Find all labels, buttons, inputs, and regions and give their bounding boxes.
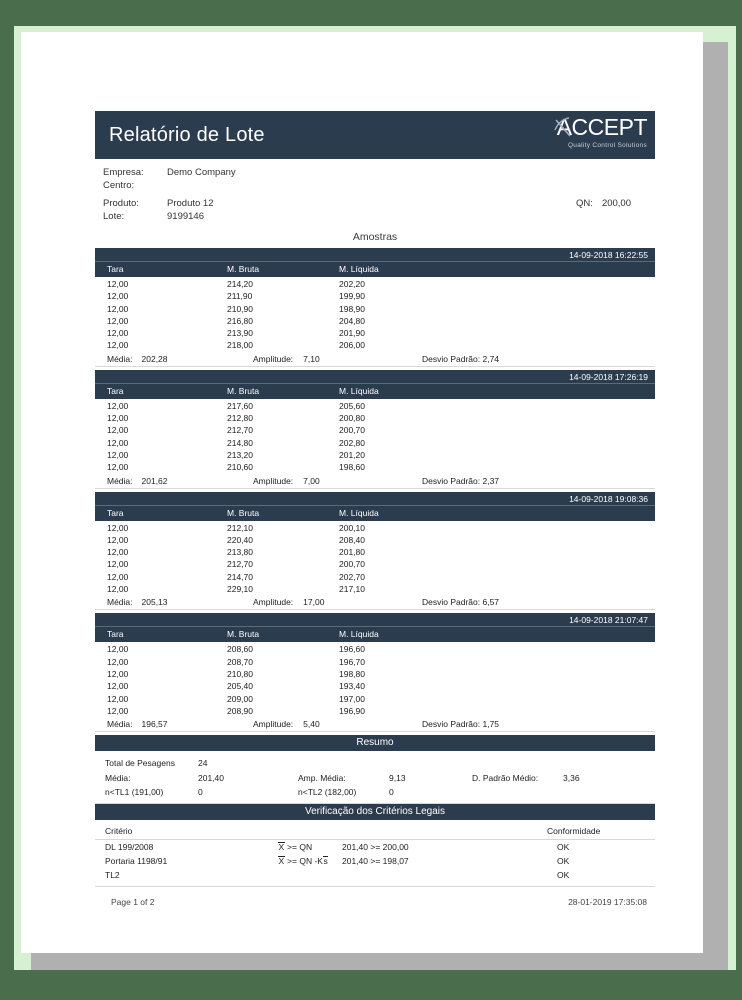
cell-bruta: 210,80 bbox=[227, 668, 253, 679]
sample-amplitude bbox=[253, 717, 320, 732]
qn-label: QN: bbox=[576, 198, 593, 209]
table-row bbox=[95, 339, 655, 351]
sample-statistics bbox=[95, 595, 655, 610]
resumo-row-medias bbox=[95, 771, 655, 786]
desvio-medio-label: D. Padrão Médio: bbox=[472, 772, 539, 783]
tl2-label: n<TL2 (182,00) bbox=[298, 787, 357, 798]
cell-liquida: 206,00 bbox=[339, 340, 365, 351]
criteria-formula bbox=[278, 840, 312, 854]
sample-amplitude-value: 7,10 bbox=[303, 353, 320, 364]
cell-liquida: 217,10 bbox=[339, 584, 365, 595]
sample-media-value: 205,13 bbox=[141, 597, 168, 608]
cell-tara: 12,00 bbox=[107, 534, 129, 545]
cell-liquida: 196,70 bbox=[339, 656, 365, 667]
total-pesagens-label: Total de Pesagens bbox=[105, 758, 175, 769]
produto-label: Produto: bbox=[103, 198, 139, 209]
table-row bbox=[95, 327, 655, 339]
sample-media-value: 201,62 bbox=[141, 475, 168, 486]
sample-table bbox=[95, 613, 655, 732]
criteria-band: Verificação dos Critérios Legais bbox=[95, 804, 655, 820]
sample-amplitude bbox=[253, 352, 320, 367]
report-meta bbox=[95, 159, 655, 223]
cell-bruta: 214,20 bbox=[227, 279, 253, 289]
table-row bbox=[95, 412, 655, 424]
criteria-evaluation: 201,40 >= 200,00 bbox=[342, 841, 409, 852]
cell-tara: 12,00 bbox=[107, 681, 129, 692]
cell-bruta: 212,80 bbox=[227, 413, 253, 424]
cell-bruta: 213,20 bbox=[227, 449, 253, 460]
cell-liquida: 201,80 bbox=[339, 547, 365, 558]
sample-media-label: Média: bbox=[107, 353, 133, 364]
cell-liquida: 204,80 bbox=[339, 315, 365, 326]
resumo-body bbox=[95, 751, 655, 804]
cell-tara: 12,00 bbox=[107, 656, 129, 667]
cell-bruta: 205,40 bbox=[227, 681, 253, 692]
tl2-value: 0 bbox=[389, 787, 394, 798]
cell-tara: 12,00 bbox=[107, 705, 129, 716]
desvio-medio-value: 3,36 bbox=[563, 772, 580, 783]
table-row bbox=[95, 290, 655, 302]
sample-timestamp: 14-09-2018 19:08:36 bbox=[95, 492, 655, 506]
col-bruta-label: M. Bruta bbox=[227, 507, 260, 518]
sample-desvio: Desvio Padrão: 6,57 bbox=[422, 597, 500, 608]
table-row bbox=[95, 278, 655, 290]
page-number: Page 1 of 2 bbox=[111, 896, 155, 907]
table-row bbox=[95, 643, 655, 655]
table-row bbox=[95, 461, 655, 473]
produto-value: Produto 12 bbox=[167, 198, 214, 209]
table-row bbox=[95, 437, 655, 449]
cell-bruta: 208,90 bbox=[227, 705, 253, 716]
cell-tara: 12,00 bbox=[107, 668, 129, 679]
criteria-divider bbox=[95, 886, 655, 887]
sample-rows bbox=[95, 399, 655, 474]
cell-liquida: 201,20 bbox=[339, 449, 365, 460]
sample-column-headers bbox=[95, 506, 655, 521]
criterio-column-label: Critério bbox=[105, 825, 133, 836]
cell-liquida: 198,90 bbox=[339, 303, 365, 314]
samples-list bbox=[95, 248, 655, 732]
resumo-media-label: Média: bbox=[105, 772, 131, 783]
logo-wordmark: ACCEPT bbox=[556, 114, 647, 140]
cell-liquida: 202,20 bbox=[339, 279, 365, 289]
sample-media-label: Média: bbox=[107, 475, 133, 486]
criteria-result: OK bbox=[557, 855, 570, 866]
cell-bruta: 214,80 bbox=[227, 437, 253, 448]
sample-amplitude-value: 5,40 bbox=[303, 719, 320, 730]
generated-timestamp: 28-01-2019 17:35:08 bbox=[568, 896, 647, 907]
col-liquida-label: M. Líquida bbox=[339, 264, 379, 274]
sample-rows bbox=[95, 642, 655, 717]
cell-bruta: 208,70 bbox=[227, 656, 253, 667]
sample-media bbox=[107, 717, 168, 732]
sample-desvio: Desvio Padrão: 2,74 bbox=[422, 353, 500, 364]
total-pesagens-value: 24 bbox=[198, 758, 208, 769]
col-tara-label: Tara bbox=[107, 264, 124, 274]
cell-bruta: 210,60 bbox=[227, 462, 253, 473]
cell-bruta: 211,90 bbox=[227, 291, 253, 302]
cell-bruta: 218,00 bbox=[227, 340, 253, 351]
report-page bbox=[21, 32, 703, 953]
criteria-result: OK bbox=[557, 841, 570, 852]
tl1-label: n<TL1 (191,00) bbox=[105, 787, 164, 798]
cell-liquida: 200,10 bbox=[339, 522, 365, 533]
meta-row-empresa bbox=[95, 166, 655, 179]
conformidade-column-label: Conformidade bbox=[547, 825, 601, 836]
cell-tara: 12,00 bbox=[107, 644, 129, 655]
criteria-column-headers bbox=[95, 822, 655, 840]
col-liquida-label: M. Líquida bbox=[339, 629, 379, 640]
sample-desvio: Desvio Padrão: 1,75 bbox=[422, 719, 500, 730]
logo-tagline: Quality Control Solutions bbox=[567, 142, 647, 149]
sample-amplitude bbox=[253, 595, 324, 610]
cell-liquida: 208,40 bbox=[339, 534, 365, 545]
criteria-name: TL2 bbox=[105, 869, 120, 880]
cell-tara: 12,00 bbox=[107, 571, 129, 582]
amp-media-label: Amp. Média: bbox=[298, 772, 346, 783]
amp-media-value: 9,13 bbox=[389, 772, 406, 783]
sample-rows bbox=[95, 277, 655, 352]
criteria-row bbox=[95, 854, 655, 868]
table-row bbox=[95, 315, 655, 327]
sample-timestamp: 14-09-2018 21:07:47 bbox=[95, 613, 655, 627]
accept-logo bbox=[557, 116, 647, 150]
cell-liquida: 199,90 bbox=[339, 291, 365, 302]
cell-bruta: 213,80 bbox=[227, 547, 253, 558]
lote-value: 9199146 bbox=[167, 211, 204, 222]
table-row bbox=[95, 534, 655, 546]
sample-rows bbox=[95, 521, 655, 596]
col-bruta-label: M. Bruta bbox=[227, 385, 260, 396]
resumo-band: Resumo bbox=[95, 735, 655, 751]
criteria-formula-text: >= QN -K bbox=[287, 855, 323, 866]
sample-media bbox=[107, 474, 168, 489]
meta-row-lote bbox=[95, 210, 655, 223]
cell-liquida: 193,40 bbox=[339, 681, 365, 692]
table-row bbox=[95, 522, 655, 534]
page-title: Relatório de Lote bbox=[109, 123, 265, 146]
col-bruta-label: M. Bruta bbox=[227, 264, 260, 274]
cell-tara: 12,00 bbox=[107, 303, 129, 314]
cell-tara: 12,00 bbox=[107, 559, 129, 570]
cell-bruta: 212,70 bbox=[227, 425, 253, 436]
table-row bbox=[95, 668, 655, 680]
criteria-rows bbox=[95, 840, 655, 882]
sample-media-label: Média: bbox=[107, 719, 133, 730]
cell-tara: 12,00 bbox=[107, 315, 129, 326]
cell-bruta: 210,90 bbox=[227, 303, 253, 314]
cell-bruta: 212,70 bbox=[227, 559, 253, 570]
cell-bruta: 216,80 bbox=[227, 315, 253, 326]
criteria-formula-text: >= QN bbox=[287, 841, 313, 852]
criteria-name: Portaria 1198/91 bbox=[105, 855, 168, 866]
criteria-formula bbox=[278, 854, 328, 868]
cell-liquida: 200,70 bbox=[339, 425, 365, 436]
table-row bbox=[95, 571, 655, 583]
cell-tara: 12,00 bbox=[107, 449, 129, 460]
meta-row-centro bbox=[95, 179, 655, 192]
cell-tara: 12,00 bbox=[107, 584, 129, 595]
table-row bbox=[95, 303, 655, 315]
report-header-bar bbox=[95, 111, 655, 159]
cell-tara: 12,00 bbox=[107, 437, 129, 448]
empresa-value: Demo Company bbox=[167, 167, 236, 178]
sample-amplitude-value: 7,00 bbox=[303, 475, 320, 486]
sample-amplitude-label: Amplitude: bbox=[253, 475, 294, 486]
sample-statistics bbox=[95, 717, 655, 732]
logo-mark bbox=[557, 116, 647, 140]
sample-desvio: Desvio Padrão: 2,37 bbox=[422, 475, 500, 486]
centro-label: Centro: bbox=[103, 180, 135, 191]
col-tara-label: Tara bbox=[107, 507, 124, 518]
table-row bbox=[95, 558, 655, 570]
col-liquida-label: M. Líquida bbox=[339, 507, 379, 518]
cell-tara: 12,00 bbox=[107, 462, 129, 473]
cell-bruta: 220,40 bbox=[227, 534, 253, 545]
sample-amplitude-label: Amplitude: bbox=[253, 597, 294, 608]
sample-media bbox=[107, 352, 168, 367]
sample-amplitude bbox=[253, 474, 320, 489]
table-row bbox=[95, 546, 655, 558]
cell-tara: 12,00 bbox=[107, 425, 129, 436]
table-row bbox=[95, 424, 655, 436]
cell-tara: 12,00 bbox=[107, 279, 129, 289]
table-row bbox=[95, 705, 655, 717]
table-row bbox=[95, 680, 655, 692]
table-row bbox=[95, 583, 655, 595]
table-row bbox=[95, 400, 655, 412]
cell-tara: 12,00 bbox=[107, 413, 129, 424]
x-bar-symbol: X bbox=[278, 841, 285, 852]
criteria-evaluation: 201,40 >= 198,07 bbox=[342, 855, 409, 866]
s-bar-symbol: s bbox=[323, 855, 328, 866]
cell-tara: 12,00 bbox=[107, 340, 129, 351]
meta-row-produto bbox=[95, 197, 655, 210]
sample-statistics bbox=[95, 352, 655, 367]
cell-bruta: 213,90 bbox=[227, 328, 253, 339]
cell-liquida: 202,80 bbox=[339, 437, 365, 448]
sample-media-value: 196,57 bbox=[141, 719, 168, 730]
cell-liquida: 200,80 bbox=[339, 413, 365, 424]
sample-media bbox=[107, 595, 168, 610]
table-row bbox=[95, 449, 655, 461]
cell-liquida: 196,60 bbox=[339, 644, 365, 655]
cell-tara: 12,00 bbox=[107, 547, 129, 558]
sample-column-headers bbox=[95, 384, 655, 399]
qn-value: 200,00 bbox=[601, 198, 631, 209]
cell-bruta: 214,70 bbox=[227, 571, 253, 582]
sample-media-value: 202,28 bbox=[141, 353, 168, 364]
sample-timestamp: 14-09-2018 17:26:19 bbox=[95, 370, 655, 384]
table-row bbox=[95, 656, 655, 668]
criteria-name: DL 199/2008 bbox=[105, 841, 154, 852]
qn-group bbox=[576, 197, 631, 210]
empresa-label: Empresa: bbox=[103, 167, 144, 178]
sample-amplitude-value: 17,00 bbox=[303, 597, 325, 608]
cell-tara: 12,00 bbox=[107, 291, 129, 302]
cell-liquida: 201,90 bbox=[339, 328, 365, 339]
sample-amplitude-label: Amplitude: bbox=[253, 353, 294, 364]
sample-amplitude-label: Amplitude: bbox=[253, 719, 294, 730]
criteria-row bbox=[95, 868, 655, 882]
cell-bruta: 209,00 bbox=[227, 693, 253, 704]
sample-table bbox=[95, 248, 655, 367]
cell-liquida: 196,90 bbox=[339, 705, 365, 716]
tl1-value: 0 bbox=[198, 787, 203, 798]
criteria-row bbox=[95, 840, 655, 854]
lote-label: Lote: bbox=[103, 211, 125, 222]
cell-tara: 12,00 bbox=[107, 522, 129, 533]
cell-liquida: 197,00 bbox=[339, 693, 365, 704]
sample-column-headers bbox=[95, 627, 655, 642]
logo-swoosh-icon bbox=[554, 117, 574, 139]
resumo-row-tolerancias bbox=[95, 785, 655, 800]
sample-timestamp: 14-09-2018 16:22:55 bbox=[95, 248, 655, 262]
x-bar-symbol: X bbox=[278, 855, 285, 866]
sample-table bbox=[95, 370, 655, 489]
cell-liquida: 198,60 bbox=[339, 462, 365, 473]
sample-column-headers bbox=[95, 262, 655, 277]
criteria-result: OK bbox=[557, 869, 570, 880]
col-tara-label: Tara bbox=[107, 385, 124, 396]
cell-bruta: 229,10 bbox=[227, 584, 253, 595]
sample-statistics bbox=[95, 474, 655, 489]
cell-liquida: 205,60 bbox=[339, 400, 365, 411]
cell-tara: 12,00 bbox=[107, 328, 129, 339]
sample-media-label: Média: bbox=[107, 597, 133, 608]
cell-liquida: 200,70 bbox=[339, 559, 365, 570]
cell-liquida: 202,70 bbox=[339, 571, 365, 582]
resumo-row-total bbox=[95, 756, 655, 771]
table-row bbox=[95, 693, 655, 705]
report-footer bbox=[95, 894, 655, 910]
col-tara-label: Tara bbox=[107, 629, 124, 640]
cell-tara: 12,00 bbox=[107, 693, 129, 704]
samples-section-title: Amostras bbox=[352, 231, 398, 243]
cell-bruta: 217,60 bbox=[227, 400, 253, 411]
cell-tara: 12,00 bbox=[107, 400, 129, 411]
report-content bbox=[95, 111, 655, 910]
cell-bruta: 208,60 bbox=[227, 644, 253, 655]
cell-bruta: 212,10 bbox=[227, 522, 253, 533]
col-liquida-label: M. Líquida bbox=[339, 385, 379, 396]
cell-liquida: 198,80 bbox=[339, 668, 365, 679]
resumo-media-value: 201,40 bbox=[198, 772, 224, 783]
col-bruta-label: M. Bruta bbox=[227, 629, 260, 640]
sample-table bbox=[95, 492, 655, 611]
